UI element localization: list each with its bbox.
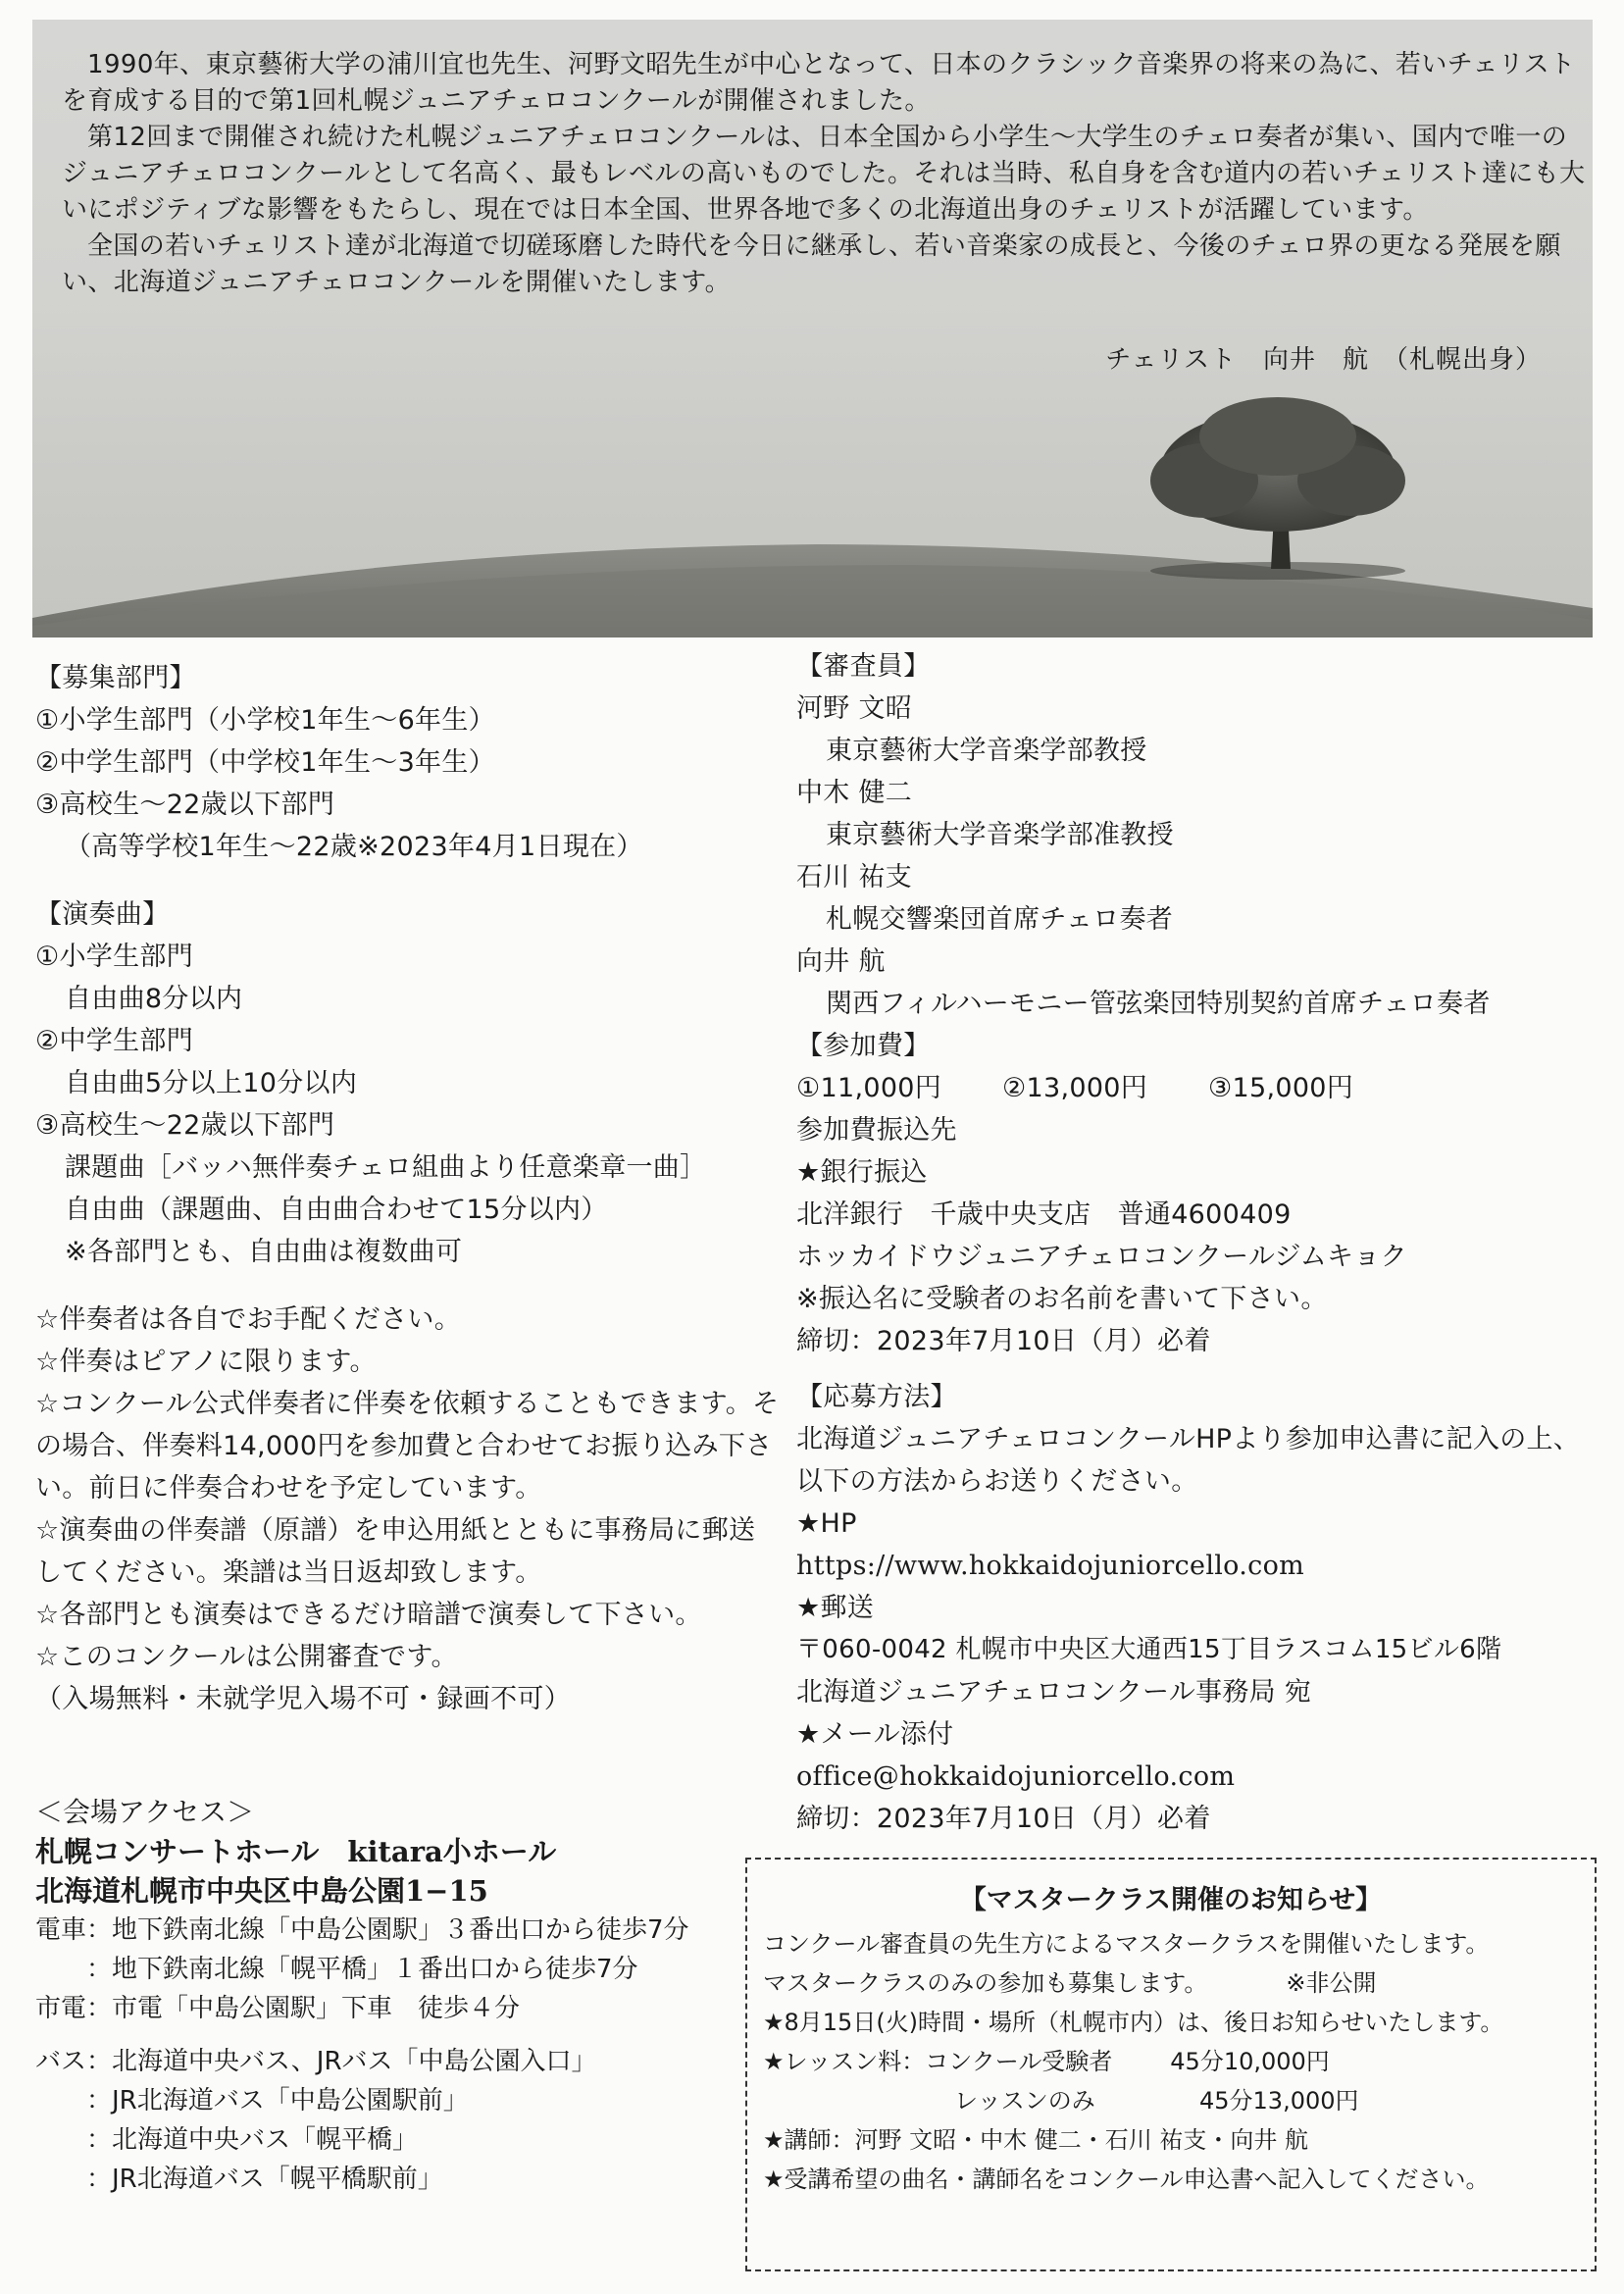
bank-account: 北洋銀行 千歳中央支店 普通4600409: [796, 1199, 1292, 1230]
postal-recipient: 北海道ジュニアチェロコンクール事務局 宛: [796, 1677, 1312, 1708]
judges-heading: 【審査員】: [796, 651, 931, 682]
note-item: （入場無料・未就学児入場不可・録画不可）: [35, 1684, 571, 1714]
note-item: ☆このコンクールは公開審査です。: [35, 1642, 458, 1672]
judge-name: 向井 航: [796, 946, 886, 977]
intro-text: [62, 47, 1592, 301]
left-column: [35, 657, 790, 1720]
masterclass-teachers: ★講師：河野 文昭・中木 健二・石川 祐支・向井 航: [763, 2126, 1309, 2154]
repertoire-line: ②中学生部門: [35, 1026, 194, 1056]
note-item: ☆各部門とも演奏はできるだけ暗譜で演奏して下さい。: [35, 1600, 702, 1630]
fee1-label: コンクール受験者: [925, 2048, 1113, 2075]
note-item: ☆コンクール公式伴奏者に伴奏を依頼することもできます。その場合、伴奏料14,000円を参加費と合わせてお振り込み下さい。前日に伴奏合わせを予定しています。: [35, 1389, 780, 1504]
repertoire-line: ①小学生部門: [35, 942, 194, 972]
masterclass-request: ★受講希望の曲名・講師名をコンクール申込書へ記入してください。: [763, 2166, 1490, 2193]
recruit-item: ①小学生部門（小学校1年生〜6年生）: [35, 705, 495, 736]
bus-line: バス：北海道中央バス、JRバス「中島公園入口」: [35, 2047, 597, 2076]
judge-title: 関西フィルハーモニー管弦楽団特別契約首席チェロ奏者: [826, 989, 1491, 1019]
masterclass-open-text: マスタークラスのみの参加も募集します。: [763, 1969, 1208, 1997]
access-line: 電車：地下鉄南北線「中島公園駅」３番出口から徒歩7分: [35, 1915, 689, 1945]
masterclass-box: [745, 1858, 1597, 2271]
apply-deadline: 締切：2023年7月10日（月）必着: [796, 1804, 1211, 1834]
fee1-value: 45分10,000円: [1170, 2048, 1330, 2075]
bus-line: ：JR北海道バス「中島公園駅前」: [35, 2086, 469, 2116]
signature: チェリスト 向井 航 （札幌出身）: [1105, 345, 1542, 375]
note-item: ☆演奏曲の伴奏譜（原譜）を申込用紙とともに事務局に郵送してください。楽譜は当日返却致します。: [35, 1515, 756, 1588]
email-label: ★メール添付: [796, 1719, 954, 1750]
fee2-value: 45分13,000円: [1199, 2087, 1359, 2115]
masterclass-schedule: ★8月15日(火)時間・場所（札幌市内）は、後日お知らせいたします。: [763, 2009, 1504, 2036]
recruit-item: ③高校生〜22歳以下部門: [35, 790, 335, 820]
repertoire-line: 課題曲［バッハ無伴奏チェロ組曲より任意楽章一曲］: [65, 1152, 707, 1183]
account-name: ホッカイドウジュニアチェロコンクールジムキョク: [796, 1242, 1407, 1272]
judge-name: 石川 祐支: [796, 862, 913, 892]
fee-amount: ①11,000円: [796, 1073, 942, 1103]
access-line: 市電：市電「中島公園駅」下車 徒歩４分: [35, 1994, 521, 2023]
judge-name: 河野 文昭: [796, 693, 913, 724]
masterclass-line: コンクール審査員の先生方によるマスタークラスを開催いたします。: [763, 1930, 1490, 1958]
fee-amount: ③15,000円: [1208, 1073, 1354, 1103]
bank-label: ★銀行振込: [796, 1157, 928, 1188]
hp-url-link[interactable]: https://www.hokkaidojuniorcello.com: [796, 1551, 1305, 1581]
fee-heading: 【参加費】: [796, 1031, 931, 1061]
email-link[interactable]: office@hokkaidojuniorcello.com: [796, 1761, 1236, 1792]
masterclass-line: [763, 1963, 1579, 2003]
venue-address: 北海道札幌市中央区中島公園1−15: [35, 1874, 488, 1908]
judge-title: 東京藝術大学音楽学部教授: [826, 736, 1147, 766]
masterclass-fee: [763, 2081, 1579, 2120]
judge-title: 札幌交響楽団首席チェロ奏者: [826, 904, 1174, 935]
hp-label: ★HP: [796, 1508, 857, 1539]
right-column: [796, 645, 1610, 1840]
apply-lead: 北海道ジュニアチェロコンクールHPより参加申込書に記入の上、以下の方法からお送りください。: [796, 1424, 1581, 1497]
transfer-label: 参加費振込先: [796, 1115, 957, 1146]
repertoire-heading: 【演奏曲】: [35, 899, 170, 930]
mail-label: ★郵送: [796, 1593, 875, 1623]
bus-line: ：JR北海道バス「幌平橋駅前」: [35, 2165, 443, 2194]
fee-deadline: 締切：2023年7月10日（月）必着: [796, 1326, 1211, 1356]
masterclass-private-note: ※非公開: [1286, 1969, 1377, 1997]
access-section: [35, 1793, 790, 2199]
judge-title: 東京藝術大学音楽学部准教授: [826, 820, 1174, 850]
venue-name: 札幌コンサートホール kitara小ホール: [35, 1835, 557, 1868]
fee-amounts: [796, 1067, 1610, 1109]
postal-address: 〒060-0042 札幌市中央区大通西15丁目ラスコム15ビル6階: [796, 1635, 1502, 1664]
hero-image: [32, 20, 1593, 637]
intro-paragraph: 1990年、東京藝術大学の浦川宜也先生、河野文昭先生が中心となって、日本のクラシック音楽界の将来の為に、若いチェリストを育成する目的で第1回札幌ジュニアチェロコンクールが開催されました。: [62, 50, 1576, 116]
apply-heading: 【応募方法】: [796, 1382, 957, 1412]
fee-amount: ②13,000円: [1002, 1073, 1148, 1103]
repertoire-line: 自由曲（課題曲、自由曲合わせて15分以内）: [65, 1195, 608, 1225]
bus-line: ：北海道中央バス「幌平橋」: [35, 2125, 419, 2155]
repertoire-line: ※各部門とも、自由曲は複数曲可: [65, 1237, 463, 1267]
note-item: ☆伴奏者は各自でお手配ください。: [35, 1304, 462, 1335]
access-heading: ＜会場アクセス＞: [35, 1796, 255, 1828]
judge-name: 中木 健二: [796, 778, 913, 808]
masterclass-fee: [763, 2042, 1579, 2081]
repertoire-line: 自由曲8分以内: [65, 984, 243, 1014]
intro-paragraph: 全国の若いチェリスト達が北海道で切磋琢磨した時代を今日に継承し、若い音楽家の成長と、今後のチェロ界の更なる発展を願い、北海道ジュニアチェロコンクールを開催いたします。: [62, 231, 1561, 297]
recruit-note: （高等学校1年生〜22歳※2023年4月1日現在）: [65, 832, 643, 862]
access-line: ：地下鉄南北線「幌平橋」１番出口から徒歩7分: [35, 1955, 638, 1984]
note-item: ☆伴奏はピアノに限ります。: [35, 1347, 377, 1377]
recruit-item: ②中学生部門（中学校1年生〜3年生）: [35, 747, 495, 778]
fee2-label: レッスンのみ: [954, 2087, 1095, 2115]
repertoire-line: ③高校生〜22歳以下部門: [35, 1110, 335, 1141]
repertoire-line: 自由曲5分以上10分以内: [65, 1068, 358, 1098]
intro-paragraph: 第12回まで開催され続けた札幌ジュニアチェロコンクールは、日本全国から小学生〜大学生のチェロ奏者が集い、国内で唯一のジュニアチェロコンクールとして名高く、最もレベルの高いものでした。それは当時、私自身を含む道内の若いチェリスト達にも大いにポジティブな影響をもたらし、現在では日本全国、世界各地で多くの北海道出身のチェリストが活躍しています。: [62, 123, 1586, 225]
masterclass-title: 【マスタークラス開催のお知らせ】: [959, 1885, 1383, 1915]
notes-list: [35, 1299, 781, 1720]
fee-label: ★レッスン料：: [763, 2048, 926, 2075]
recruit-heading: 【募集部門】: [35, 663, 196, 693]
transfer-note: ※振込名に受験者のお名前を書いて下さい。: [796, 1284, 1328, 1314]
